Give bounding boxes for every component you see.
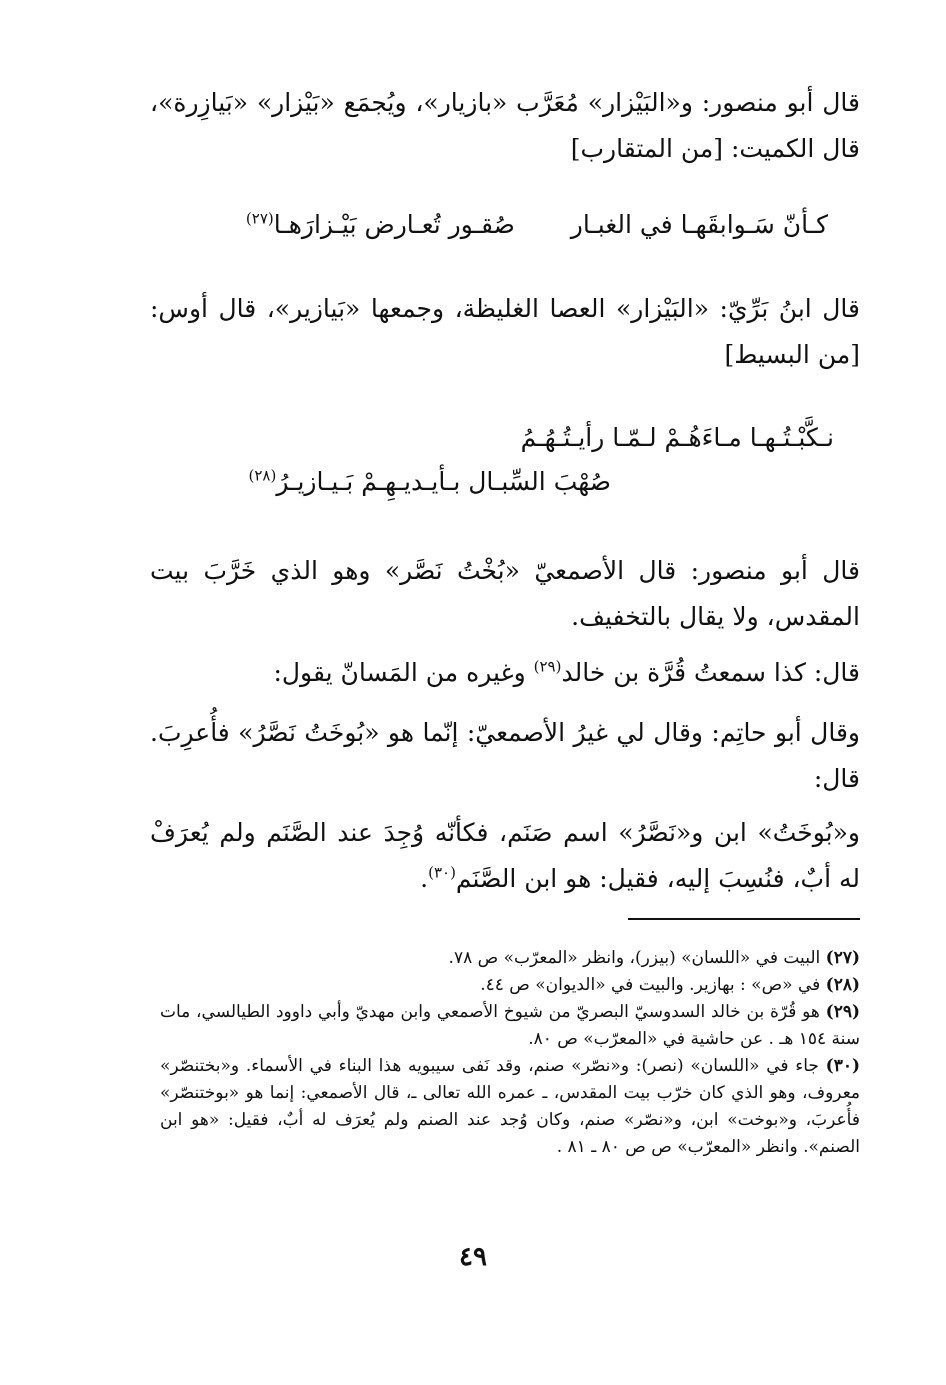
paragraph-text: وقال أبو حاتِم: وقال لي غيرُ الأصمعيّ: إنّما هو «بُوخَتُ نَصَّرُ» فأُعرِبَ. قال: xyxy=(150,718,860,793)
footnote-28 xyxy=(160,972,860,999)
paragraph-text-tail: وغيره من المَسانّ يقول: xyxy=(273,658,534,687)
footnote-ref-29: (٢٩) xyxy=(533,657,562,676)
verse-first-hemistich: كـأنّ سَـوابقَهـا في الغبـار xyxy=(570,210,828,239)
verse-aws-first-line xyxy=(521,418,834,458)
paragraph-text: قال أبو منصور: و«البَيْزار» مُعَرَّب «بازيار»، ويُجمَع «بَيْزار» «بَيازِرة»، قال الكميت: [من المتقارب] xyxy=(150,88,860,163)
footnote-text: هو قُرّة بن خالد السدوسيّ البصريّ من شيوخ الأصمعي وابن مهديّ وأبي داوود الطيالسي، مات سنة ١٥٤ هـ . عن حاشية في «المعرّب» ص ٨٠. xyxy=(160,1002,860,1049)
verse-kumait xyxy=(246,205,828,245)
footnote-29 xyxy=(160,999,860,1053)
footnotes xyxy=(160,945,860,1161)
paragraph-qurra-bin-khalid xyxy=(150,650,860,696)
footnote-number: (٢٧) xyxy=(825,948,860,968)
footnote-number: (٣٠) xyxy=(825,1056,860,1076)
verse-second-hemistich: صُهْبَ السِّبـال بـأيـديـهِـمْ بَـيـازيـرُ xyxy=(276,467,611,496)
footnote-text: في «ص» : بهازير. والبيت في «الديوان» ص ٤٤. xyxy=(480,975,821,995)
paragraph-text: قال ابنُ بَرِّيّ: «البَيْزار» العصا الغليظة، وجمعها «بَيازير»، قال أوس: [من البسيط] xyxy=(150,294,860,369)
footnote-number: (٢٨) xyxy=(825,975,860,995)
verse-first-hemistich: نـكَّبْـتُـهـا مـاءَهُـمْ لـمّـا رأيـتُـهُـمُ xyxy=(520,423,834,452)
footnote-number: (٢٩) xyxy=(825,1002,860,1022)
paragraph-bukht-ibn xyxy=(150,810,860,902)
footnote-ref-30: (٣٠) xyxy=(428,863,456,882)
page-number: ٤٩ xyxy=(459,1242,487,1272)
paragraph-text: قال أبو منصور: قال الأصمعيّ «بُخْتُ نَصَّر» وهو الذي خَرَّبَ بيت المقدس، ولا يقال بالتخفيف. xyxy=(150,556,860,631)
footnote-text: البيت في «اللسان» (بيزر)، وانظر «المعرّب» ص ٧٨. xyxy=(448,948,821,968)
verse-aws-second-line xyxy=(249,462,612,502)
paragraph-asmai-bukhtnassar xyxy=(150,548,860,640)
paragraph-text: و«بُوخَتُ» ابن و«نَصَّرُ» اسم صَنَم، فكأنّه وُجِدَ عند الصَّنَم ولم يُعرَفْ له أبٌ، فنُسِبَ إليه، فقيل: هو ابن الصَّنَم xyxy=(150,818,860,893)
verse-second-hemistich: صُقـور تُعـارض بَيْـزارَهـا xyxy=(273,210,515,239)
footnote-ref-28: (٢٨) xyxy=(248,466,277,485)
footnote-text: جاء في «اللسان» (نصر): و«نصّر» صنم، وقد نَفى سيبويه هذا البناء في الأسماء. و«بختنصّر» معروف، وهو الذي كان خرّب بيت المقدس، ـ عمره الله تعالى ـ، قال الأصمعي: إنما هو «بوختنصّر» فأُعربَ، و«بوخت» ابن، و«نصّر» صنم، وكان وُجد عند الصنم ولم يُعرَف له أبٌ، فقيل: «هو ابن الصنم». وانظر «المعرّب» ص ص ٨٠ ـ ٨١ . xyxy=(160,1056,860,1157)
paragraph-text: قال: كذا سمعتُ قُرَّة بن خالد xyxy=(561,658,860,687)
paragraph-abu-hatim xyxy=(150,710,860,802)
paragraph-text-tail: . xyxy=(420,864,429,893)
footnote-ref-27: (٢٧) xyxy=(245,209,274,228)
footnote-30 xyxy=(160,1053,860,1161)
paragraph-abu-mansur-bayzar xyxy=(150,80,860,172)
footnote-separator xyxy=(628,918,860,920)
footnote-27 xyxy=(160,945,860,972)
paragraph-ibn-barri xyxy=(150,286,860,378)
